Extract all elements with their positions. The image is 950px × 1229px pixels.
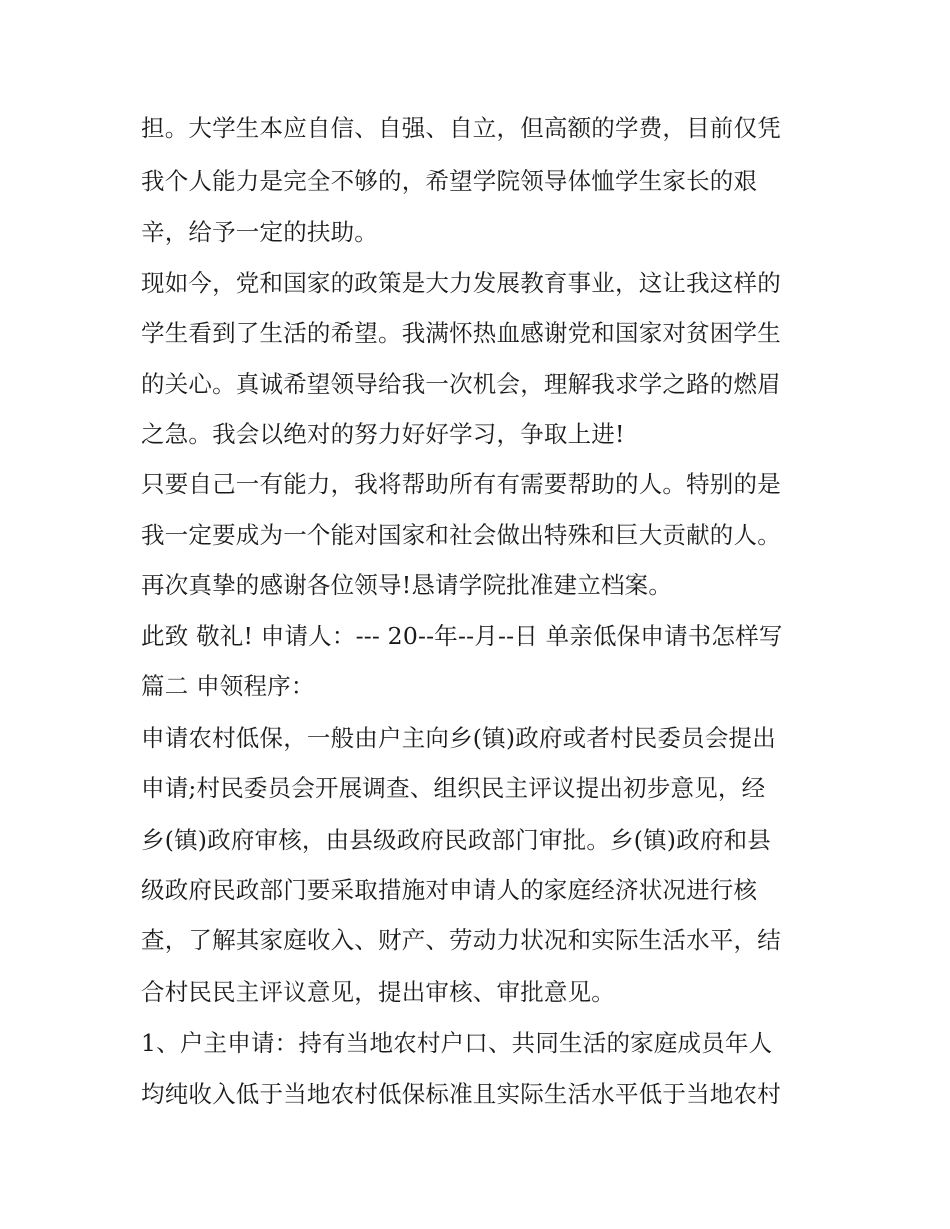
text-line: 我个人能力是完全不够的，希望学院领导体恤学生家长的艰 <box>141 167 758 195</box>
text-line: 查，了解其家庭收入、财产、劳动力状况和实际生活水平，结 <box>141 926 781 954</box>
text-line: 此致 敬礼! 申请人：--- 20--年--月--日 单亲低保申请书怎样写 <box>141 622 783 650</box>
text-line: 辛，给予一定的扶助。 <box>141 218 378 246</box>
text-line: 我一定要成为一个能对国家和社会做出特殊和巨大贡献的人。 <box>141 521 781 549</box>
text-line: 只要自己一有能力，我将帮助所有有需要帮助的人。特别的是 <box>141 470 781 498</box>
text-line: 合村民民主评议意见，提出审核、审批意见。 <box>141 978 615 1006</box>
text-line: 申请农村低保，一般由户主向乡(镇)政府或者村民委员会提出 <box>141 724 776 752</box>
text-line: 级政府民政部门要采取措施对申请人的家庭经济状况进行核 <box>141 876 758 904</box>
text-line: 之急。我会以绝对的努力好好学习，争取上进! <box>141 420 625 448</box>
text-line: 的关心。真诚希望领导给我一次机会，理解我求学之路的燃眉 <box>141 370 781 398</box>
text-line: 再次真挚的感谢各位领导!恳请学院批准建立档案。 <box>141 571 673 599</box>
text-line: 均纯收入低于当地农村低保标准且实际生活水平低于当地农村 <box>141 1080 781 1108</box>
text-line: 担。大学生本应自信、自强、自立，但高额的学费，目前仅凭 <box>141 114 781 142</box>
text-line: 申请;村民委员会开展调查、组织民主评议提出初步意见，经 <box>141 774 766 802</box>
text-line: 1、户主申请：持有当地农村户口、共同生活的家庭成员年人 <box>141 1029 773 1057</box>
text-line: 现如今，党和国家的政策是大力发展教育事业，这让我这样的 <box>141 269 781 297</box>
text-line: 学生看到了生活的希望。我满怀热血感谢党和国家对贫困学生 <box>141 319 781 347</box>
text-line: 篇二 申领程序： <box>141 672 315 700</box>
text-line: 乡(镇)政府审核，由县级政府民政部门审批。乡(镇)政府和县 <box>141 826 771 854</box>
